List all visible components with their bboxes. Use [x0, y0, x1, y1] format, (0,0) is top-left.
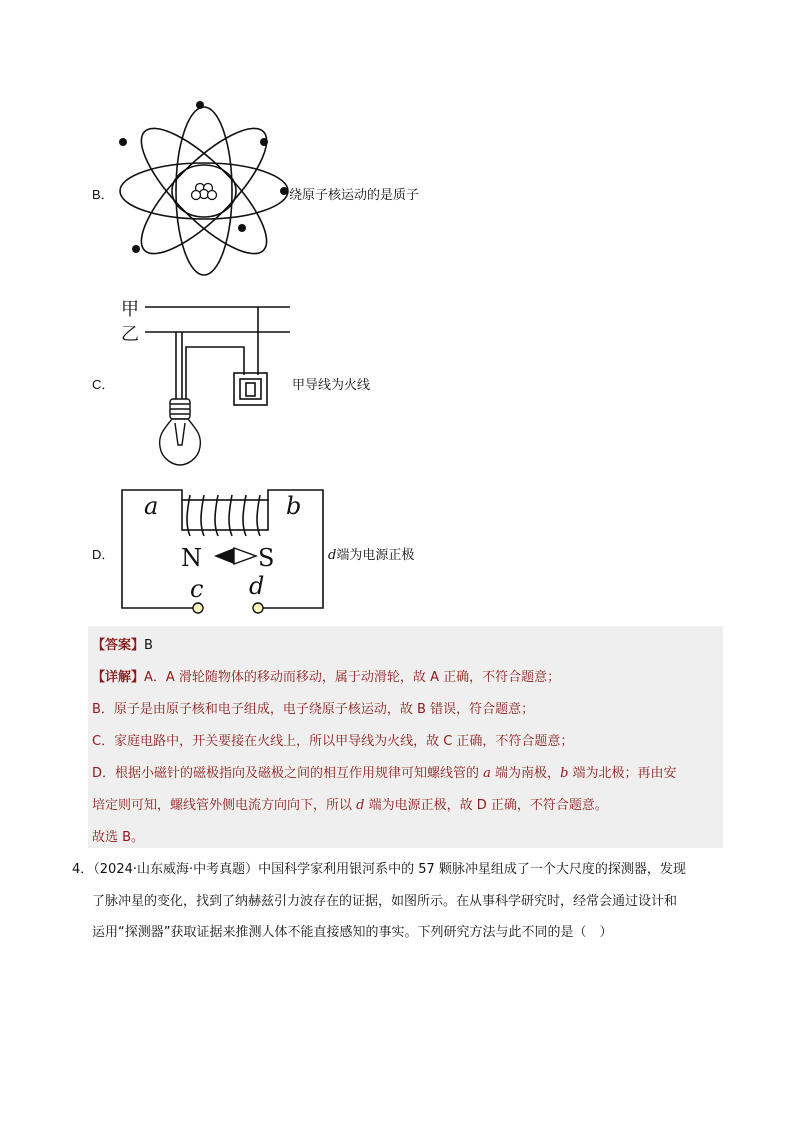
detail-text-a: A．A 滑轮随物体的移动而移动，属于动滑轮，故 A 正确，不符合题意； — [144, 670, 561, 685]
terminal-d — [253, 603, 263, 613]
option-d-text-rest: 端为电源正极 — [336, 548, 415, 563]
detail-d2-pre: 培定则可知，螺线管外侧电流方向向下，所以 — [92, 798, 357, 813]
option-b-label: B． — [92, 187, 114, 202]
wire-jia-label: 甲 — [121, 299, 139, 320]
atom-diagram — [118, 102, 290, 280]
detail-d2-post: 端为电源正极，故 D 正确，不符合题意。 — [364, 798, 608, 813]
detail-d1-mid: 端为南极， — [490, 766, 561, 781]
answer-value: B — [144, 638, 153, 653]
option-c-label: C． — [92, 377, 115, 392]
solenoid-end-a: a — [144, 492, 159, 520]
answer-line — [92, 634, 153, 653]
detail-line-b: B．原子是由原子核和电子组成，电子绕原子核运动，故 B 错误，符合题意； — [92, 702, 535, 717]
solenoid-core — [182, 500, 268, 530]
atom-electrons — [119, 101, 288, 253]
question-4-number: 4． — [72, 862, 94, 877]
detail-d1-post: 端为北极；再由安 — [568, 766, 677, 781]
detail-tag: 【详解】 — [92, 670, 145, 685]
compass-pole-s: S — [258, 544, 275, 572]
compass-pole-n: N — [181, 544, 202, 572]
compass-needle — [214, 548, 256, 564]
detail-d2-d: d — [356, 798, 365, 813]
option-c-text: 甲导线为火线 — [292, 378, 371, 393]
answer-tag: 【答案】 — [92, 638, 145, 653]
detail-d1-b: b — [560, 766, 569, 781]
detail-line-d1 — [92, 762, 677, 781]
household-circuit-diagram — [140, 295, 300, 470]
option-d-text-var: d — [328, 548, 337, 563]
terminal-d-label: d — [249, 572, 265, 600]
detail-line-d2 — [92, 794, 608, 813]
question-4-line-3: 运用“探测器”获取证据来推测人体不能直接感知的事实。下列研究方法与此不同的是（ ） — [92, 925, 613, 940]
detail-final: 故选 B。 — [92, 830, 145, 845]
option-d-label: D． — [92, 547, 115, 562]
detail-d1-a: a — [483, 766, 491, 781]
switch-box — [234, 373, 267, 405]
light-bulb — [160, 399, 201, 465]
solenoid-end-b: b — [286, 492, 302, 520]
question-4-line-2: 了脉冲星的变化，找到了纳赫兹引力波存在的证据，如图所示。在从事科学研究时，经常会通过设计和 — [92, 894, 678, 909]
atom-nucleus — [192, 184, 217, 200]
question-4-text-1: （2024·山东威海·中考真题）中国科学家利用银河系中的 57 颗脉冲星组成了一个大尺度的探测器，发现 — [93, 862, 686, 877]
option-b-text: 绕原子核运动的是质子 — [289, 188, 420, 203]
question-4-line-1 — [72, 858, 686, 877]
terminal-c-label: c — [190, 575, 204, 603]
option-d-text — [328, 544, 414, 563]
detail-line-c: C．家庭电路中，开关要接在火线上，所以甲导线为火线，故 C 正确，不符合题意； — [92, 734, 574, 749]
wire-yi-label: 乙 — [121, 324, 139, 345]
detail-d1-pre: D．根据小磁针的磁极指向及磁极之间的相互作用规律可知螺线管的 — [92, 766, 484, 781]
detail-line-a — [92, 666, 560, 685]
terminal-c — [193, 603, 203, 613]
